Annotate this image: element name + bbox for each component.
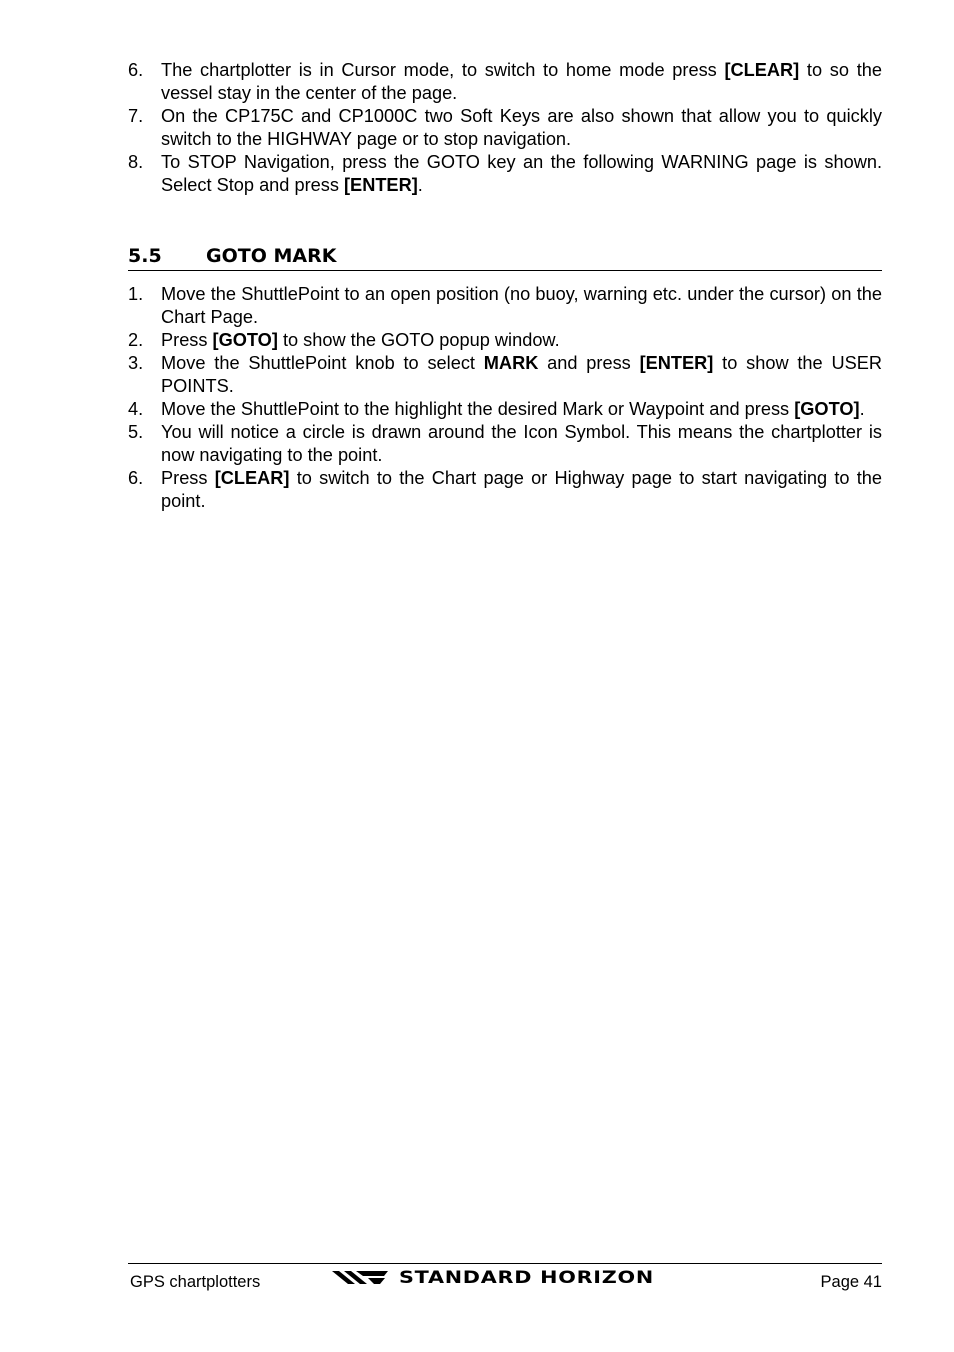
list-item-number: 3. [128,353,144,373]
list-item-text [161,468,882,511]
list-item [128,59,882,105]
text-run: to show the GOTO popup window. [277,330,560,350]
list-item [128,467,882,513]
text-run: . [859,399,865,419]
key-label: [CLEAR] [724,60,800,80]
key-label: [GOTO] [794,399,860,419]
text-run: to show the USER POINTS. [161,353,882,396]
list-item-text [161,422,882,465]
text-run: and press [538,353,640,373]
list-item-number: 7. [128,106,144,126]
list-item [128,151,882,197]
text-run: to switch to the Chart page or Highway page to start navigating to the point. [161,468,882,511]
list-item-number: 2. [128,330,144,350]
text-run: Move the ShuttlePoint knob to select [161,353,484,373]
list-item-text [161,60,882,103]
text-run: You will notice a circle is drawn around the Icon Symbol. This means the chartplotter is now navigating to the point. [161,422,882,465]
list-item-number: 8. [128,152,144,172]
key-label: [CLEAR] [214,468,290,488]
page-number: Page 41 [820,1273,882,1291]
standard-horizon-logo-icon [330,1266,390,1290]
list-item-number: 5. [128,422,144,442]
list-item-text [161,353,882,396]
list-item [128,421,882,467]
section-heading [128,245,882,271]
footer-divider [128,1263,882,1264]
instruction-list-goto-mark [128,283,882,513]
key-label: MARK [483,353,539,373]
list-item [128,283,882,329]
list-item [128,352,882,398]
footer-doc-title: GPS chartplotters [130,1273,261,1291]
section-number: 5.5 [128,245,162,267]
list-item-text [161,284,882,327]
key-label: [GOTO] [212,330,278,350]
section-title: GOTO MARK [206,245,337,267]
text-run: Press [161,468,215,488]
list-item-number: 4. [128,399,144,419]
brand-wordmark: STANDARD HORIZON [399,1268,654,1288]
list-item-text [161,106,882,149]
list-item-number: 6. [128,468,144,488]
text-run: to so the vessel stay in the center of the page. [161,60,882,103]
list-item [128,329,882,352]
list-item [128,398,882,421]
key-label: [ENTER] [344,175,418,195]
list-item-text [161,399,865,419]
brand-logo [330,1266,686,1290]
text-run: To STOP Navigation, press the GOTO key an the following WARNING page is shown. Select Stop and press [161,152,882,195]
list-item-number: 1. [128,284,144,304]
instruction-list-top [128,59,882,197]
key-label: [ENTER] [639,353,714,373]
text-run: Move the ShuttlePoint to an open position (no buoy, warning etc. under the cursor) on the Chart Page. [161,284,882,327]
text-run: Move the ShuttlePoint to the highlight the desired Mark or Waypoint and press [161,399,795,419]
list-item-text [161,330,560,350]
text-run: . [417,175,423,195]
list-item [128,105,882,151]
list-item-text [161,152,882,195]
text-run: The chartplotter is in Cursor mode, to switch to home mode press [161,60,725,80]
text-run: On the CP175C and CP1000C two Soft Keys are also shown that allow you to quickly switch to the HIGHWAY page or to stop navigation. [161,106,882,149]
list-item-number: 6. [128,60,144,80]
text-run: Press [161,330,213,350]
